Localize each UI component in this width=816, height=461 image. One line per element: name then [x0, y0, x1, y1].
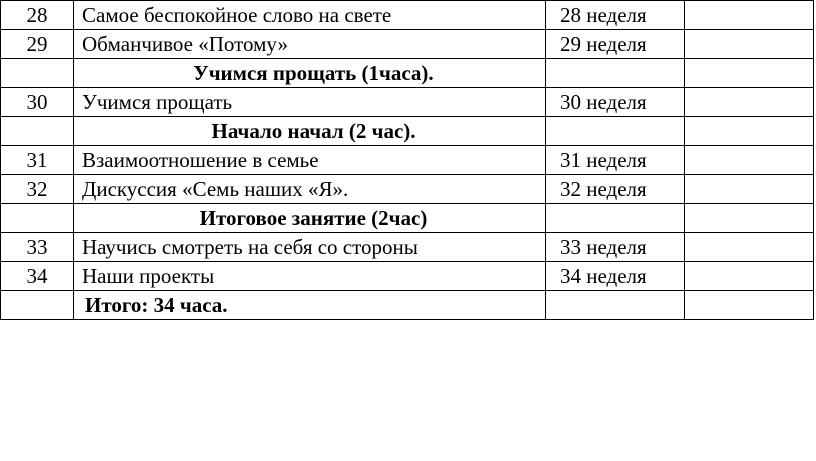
- empty-cell: [1, 204, 74, 233]
- lesson-week: 28 неделя: [546, 1, 685, 30]
- total-row: [1, 291, 814, 320]
- lesson-notes: [685, 262, 814, 291]
- empty-cell: [685, 117, 814, 146]
- empty-cell: [546, 204, 685, 233]
- section-header-row: [1, 117, 814, 146]
- table-row: [1, 233, 814, 262]
- lesson-topic: Взаимоотношение в семье: [74, 146, 546, 175]
- table-row: [1, 88, 814, 117]
- section-header-row: [1, 59, 814, 88]
- lesson-notes: [685, 30, 814, 59]
- table-row: [1, 175, 814, 204]
- empty-cell: [546, 291, 685, 320]
- table-row: [1, 30, 814, 59]
- lesson-number: 32: [1, 175, 74, 204]
- lesson-number: 31: [1, 146, 74, 175]
- section-title: Начало начал (2 час).: [74, 117, 546, 146]
- lesson-week: 32 неделя: [546, 175, 685, 204]
- empty-cell: [685, 59, 814, 88]
- lesson-week: 33 неделя: [546, 233, 685, 262]
- empty-cell: [685, 204, 814, 233]
- lesson-notes: [685, 233, 814, 262]
- lesson-notes: [685, 175, 814, 204]
- section-title: Учимся прощать (1часа).: [74, 59, 546, 88]
- lesson-topic: Самое беспокойное слово на свете: [74, 1, 546, 30]
- lesson-topic: Учимся прощать: [74, 88, 546, 117]
- empty-cell: [1, 59, 74, 88]
- lesson-week: 29 неделя: [546, 30, 685, 59]
- lesson-week: 31 неделя: [546, 146, 685, 175]
- section-title: Итоговое занятие (2час): [74, 204, 546, 233]
- section-header-row: [1, 204, 814, 233]
- empty-cell: [685, 291, 814, 320]
- empty-cell: [1, 117, 74, 146]
- lesson-topic: Обманчивое «Потому»: [74, 30, 546, 59]
- lesson-number: 29: [1, 30, 74, 59]
- lesson-number: 28: [1, 1, 74, 30]
- lesson-topic: Дискуссия «Семь наших «Я».: [74, 175, 546, 204]
- lesson-week: 30 неделя: [546, 88, 685, 117]
- lesson-number: 30: [1, 88, 74, 117]
- lesson-notes: [685, 146, 814, 175]
- table-row: [1, 1, 814, 30]
- empty-cell: [546, 59, 685, 88]
- lesson-topic: Научись смотреть на себя со стороны: [74, 233, 546, 262]
- lesson-topic: Наши проекты: [74, 262, 546, 291]
- lesson-number: 33: [1, 233, 74, 262]
- lesson-notes: [685, 88, 814, 117]
- lesson-number: 34: [1, 262, 74, 291]
- lesson-notes: [685, 1, 814, 30]
- total-label: Итого: 34 часа.: [74, 291, 546, 320]
- empty-cell: [546, 117, 685, 146]
- lesson-week: 34 неделя: [546, 262, 685, 291]
- table-row: [1, 146, 814, 175]
- empty-cell: [1, 291, 74, 320]
- table-row: [1, 262, 814, 291]
